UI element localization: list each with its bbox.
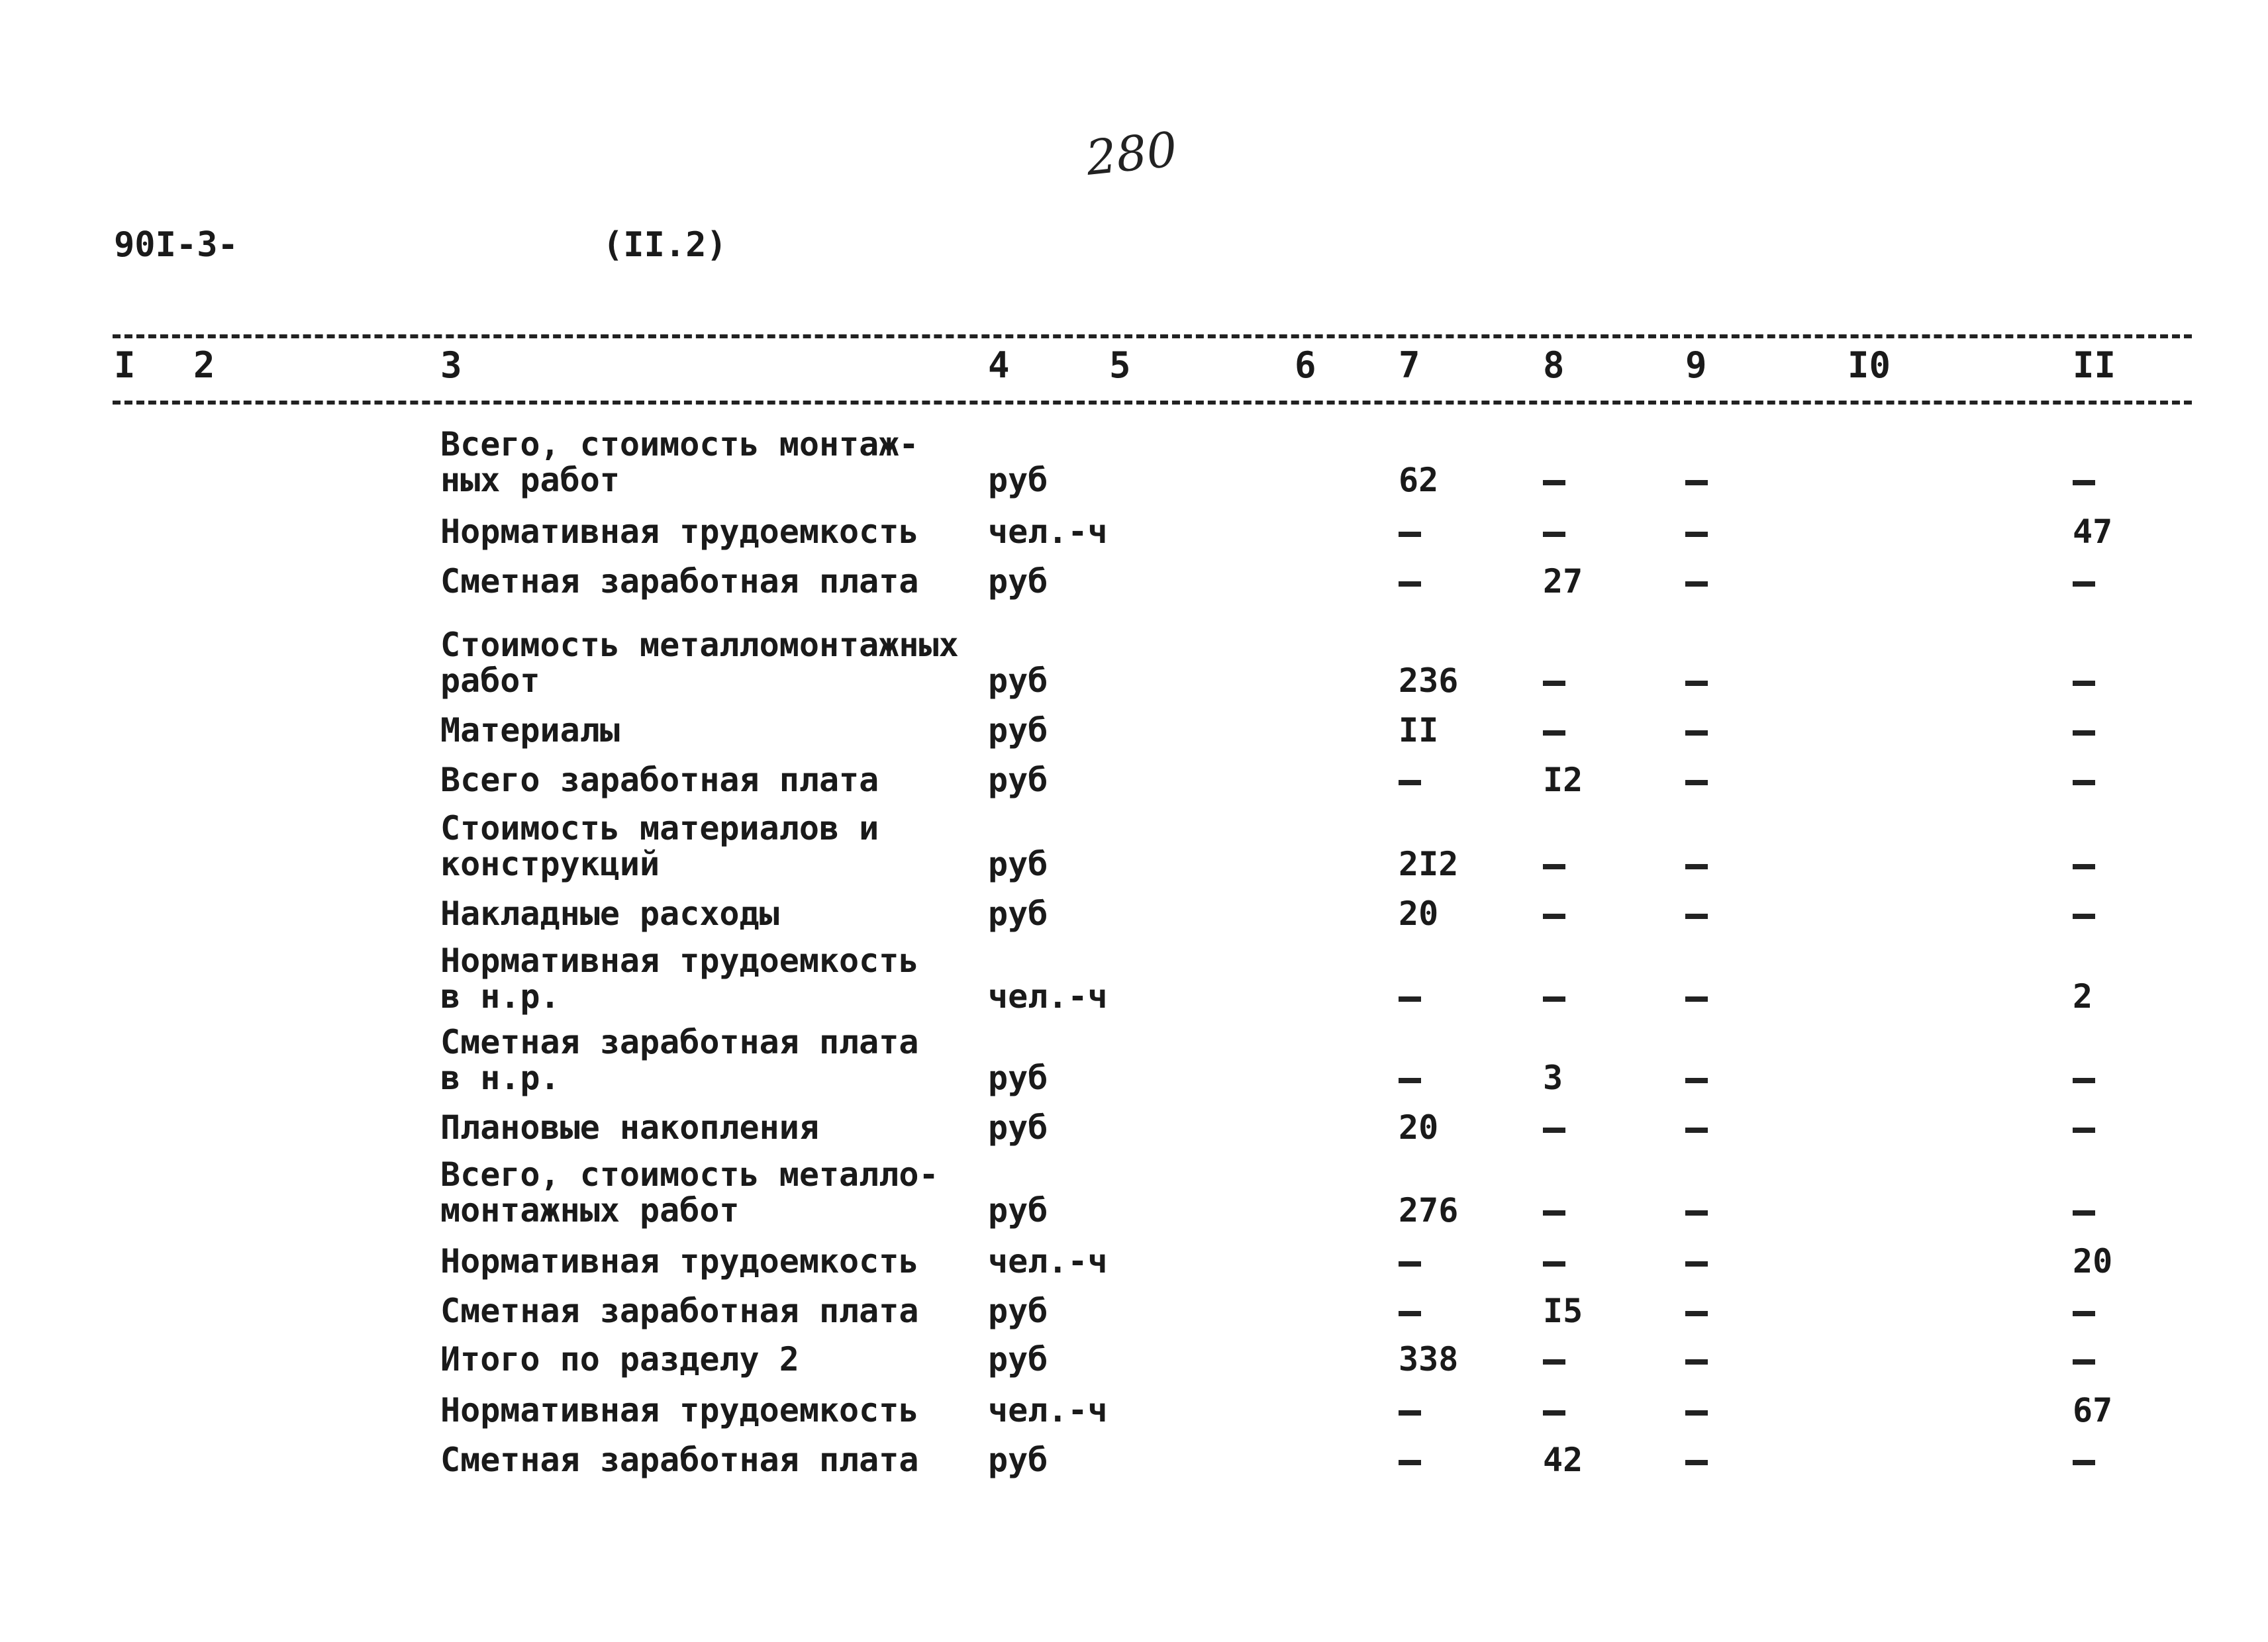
cell-col-7 — [1399, 1060, 1421, 1096]
cell-col-9 — [1685, 663, 1708, 699]
row-unit: руб — [988, 761, 1048, 799]
cell-col-11 — [2073, 1060, 2095, 1096]
dash-mark — [1543, 681, 1565, 686]
row-description: Материалы — [440, 711, 620, 749]
cell-col-7: 20 — [1399, 1108, 1439, 1147]
dash-mark — [1399, 1460, 1421, 1465]
table-row — [0, 1023, 2268, 1097]
cell-col-7: 62 — [1399, 461, 1439, 499]
column-header-10: I0 — [1848, 344, 1891, 386]
dash-mark — [1399, 780, 1421, 785]
table-row — [0, 896, 2268, 932]
row-description: Нормативная трудоемкость — [440, 1391, 919, 1429]
dash-mark — [1685, 1359, 1708, 1365]
cell-col-11: 67 — [2073, 1391, 2113, 1429]
dash-mark — [2073, 1311, 2095, 1316]
dash-mark — [1399, 581, 1421, 587]
row-unit: руб — [988, 711, 1048, 749]
table-top-rule — [113, 334, 2192, 338]
dash-mark — [2073, 780, 2095, 785]
column-header-6: 6 — [1295, 344, 1316, 386]
dash-mark — [1543, 1210, 1565, 1216]
dash-mark — [1543, 914, 1565, 919]
cell-col-11 — [2073, 846, 2095, 882]
dash-mark — [1685, 1078, 1708, 1083]
cell-col-7 — [1399, 563, 1421, 599]
dash-mark — [1399, 532, 1421, 537]
dash-mark — [1685, 1210, 1708, 1216]
dash-mark — [2073, 730, 2095, 736]
cell-col-9 — [1685, 1341, 1708, 1377]
row-unit: руб — [988, 661, 1048, 700]
row-unit: руб — [988, 1059, 1048, 1097]
dash-mark — [1543, 730, 1565, 736]
cell-col-8: 3 — [1543, 1059, 1563, 1097]
row-unit: руб — [988, 1441, 1048, 1479]
cell-col-8: 42 — [1543, 1441, 1583, 1479]
dash-mark — [1543, 1261, 1565, 1267]
dash-mark — [1685, 730, 1708, 736]
dash-mark — [1543, 996, 1565, 1002]
table-row — [0, 1392, 2268, 1428]
row-unit: чел.-ч — [988, 977, 1108, 1016]
dash-mark — [1685, 1410, 1708, 1416]
table-row — [0, 1155, 2268, 1230]
row-description: Сметная заработная плата — [440, 1441, 919, 1479]
cell-col-8 — [1543, 462, 1565, 498]
row-description: Сметная заработная плата — [440, 562, 919, 601]
row-description: Всего заработная плата — [440, 761, 879, 799]
dash-mark — [2073, 1078, 2095, 1083]
dash-mark — [2073, 480, 2095, 485]
cell-col-11 — [2073, 1293, 2095, 1329]
dash-mark — [2073, 581, 2095, 587]
dash-mark — [1685, 1460, 1708, 1465]
cell-col-11 — [2073, 1192, 2095, 1228]
table-row — [0, 809, 2268, 883]
cell-col-11 — [2073, 462, 2095, 498]
cell-col-9 — [1685, 712, 1708, 748]
cell-col-7: 276 — [1399, 1191, 1459, 1230]
cell-col-7: 338 — [1399, 1340, 1459, 1378]
dash-mark — [1685, 780, 1708, 785]
table-row — [0, 712, 2268, 748]
cell-col-9 — [1685, 1243, 1708, 1279]
dash-mark — [1685, 996, 1708, 1002]
dash-mark — [1685, 480, 1708, 485]
cell-col-11: 47 — [2073, 512, 2113, 551]
table-header-rule — [113, 401, 2192, 405]
dash-mark — [2073, 1359, 2095, 1365]
cell-col-11 — [2073, 712, 2095, 748]
cell-col-11 — [2073, 563, 2095, 599]
table-row — [0, 1110, 2268, 1145]
cell-col-9 — [1685, 1392, 1708, 1428]
row-unit: руб — [988, 461, 1048, 499]
row-unit: чел.-ч — [988, 1391, 1108, 1429]
dash-mark — [1685, 532, 1708, 537]
dash-mark — [2073, 681, 2095, 686]
dash-mark — [1543, 480, 1565, 485]
cell-col-11 — [2073, 1442, 2095, 1478]
cell-col-8 — [1543, 979, 1565, 1014]
dash-mark — [1543, 1128, 1565, 1133]
dash-mark — [2073, 1460, 2095, 1465]
cell-col-8: I2 — [1543, 761, 1583, 799]
cell-col-7: 20 — [1399, 894, 1439, 933]
column-header-11: II — [2073, 344, 2116, 386]
table-row — [0, 563, 2268, 599]
cell-col-8 — [1543, 1392, 1565, 1428]
dash-mark — [1399, 1261, 1421, 1267]
cell-col-8 — [1543, 514, 1565, 550]
cell-col-7: 236 — [1399, 661, 1459, 700]
dash-mark — [1543, 864, 1565, 869]
row-description: Плановые накопления — [440, 1108, 819, 1147]
row-unit: руб — [988, 562, 1048, 601]
row-unit: руб — [988, 1292, 1048, 1330]
row-description: Всего, стоимость монтаж- ных работ — [440, 425, 919, 499]
cell-col-11 — [2073, 663, 2095, 699]
cell-col-9 — [1685, 1293, 1708, 1329]
cell-col-11 — [2073, 1341, 2095, 1377]
dash-mark — [1685, 1311, 1708, 1316]
cell-col-8 — [1543, 1110, 1565, 1145]
row-unit: руб — [988, 845, 1048, 883]
cell-col-9 — [1685, 514, 1708, 550]
cell-col-9 — [1685, 1060, 1708, 1096]
cell-col-8: 27 — [1543, 562, 1583, 601]
cell-col-8 — [1543, 712, 1565, 748]
dash-mark — [1543, 532, 1565, 537]
row-description: Нормативная трудоемкость в н.р. — [440, 942, 919, 1016]
table-row — [0, 762, 2268, 798]
table-row — [0, 942, 2268, 1016]
row-unit: руб — [988, 1340, 1048, 1378]
row-description: Накладные расходы — [440, 894, 779, 933]
dash-mark — [1685, 864, 1708, 869]
dash-mark — [1685, 1128, 1708, 1133]
handwritten-page-number: 280 — [1083, 121, 1180, 186]
document-code: 90I-3- — [114, 225, 238, 265]
row-unit: руб — [988, 894, 1048, 933]
cell-col-9 — [1685, 896, 1708, 932]
cell-col-7 — [1399, 1392, 1421, 1428]
cell-col-9 — [1685, 979, 1708, 1014]
cell-col-7 — [1399, 979, 1421, 1014]
dash-mark — [2073, 1128, 2095, 1133]
row-description: Сметная заработная плата в н.р. — [440, 1023, 919, 1097]
row-description: Нормативная трудоемкость — [440, 512, 919, 551]
row-description: Итого по разделу 2 — [440, 1340, 799, 1378]
cell-col-7 — [1399, 1293, 1421, 1329]
dash-mark — [1685, 581, 1708, 587]
row-unit: руб — [988, 1108, 1048, 1147]
dash-mark — [1399, 996, 1421, 1002]
dash-mark — [1685, 1261, 1708, 1267]
row-description: Всего, стоимость металло- монтажных работ — [440, 1155, 939, 1230]
table-row — [0, 1243, 2268, 1279]
cell-col-11: 20 — [2073, 1242, 2113, 1280]
dash-mark — [1685, 681, 1708, 686]
cell-col-9 — [1685, 563, 1708, 599]
row-description: Сметная заработная плата — [440, 1292, 919, 1330]
cell-col-9 — [1685, 1442, 1708, 1478]
cell-col-9 — [1685, 1192, 1708, 1228]
column-header-2: 2 — [193, 344, 215, 386]
cell-col-9 — [1685, 1110, 1708, 1145]
cell-col-8 — [1543, 663, 1565, 699]
dash-mark — [2073, 1210, 2095, 1216]
cell-col-8 — [1543, 1192, 1565, 1228]
row-unit: руб — [988, 1191, 1048, 1230]
table-row — [0, 626, 2268, 700]
cell-col-9 — [1685, 762, 1708, 798]
row-description: Стоимость металломонтажных работ — [440, 626, 959, 700]
cell-col-11: 2 — [2073, 977, 2093, 1016]
column-header-5: 5 — [1109, 344, 1131, 386]
cell-col-8: I5 — [1543, 1292, 1583, 1330]
cell-col-11 — [2073, 1110, 2095, 1145]
column-header-4: 4 — [988, 344, 1010, 386]
column-header-3: 3 — [440, 344, 462, 386]
table-row — [0, 425, 2268, 499]
cell-col-8 — [1543, 1243, 1565, 1279]
cell-col-8 — [1543, 896, 1565, 932]
row-unit: чел.-ч — [988, 1242, 1108, 1280]
document-reference: (II.2) — [603, 225, 727, 265]
cell-col-9 — [1685, 462, 1708, 498]
cell-col-11 — [2073, 762, 2095, 798]
table-row — [0, 1442, 2268, 1478]
cell-col-11 — [2073, 896, 2095, 932]
cell-col-7 — [1399, 762, 1421, 798]
cell-col-7 — [1399, 514, 1421, 550]
column-header-1: I — [114, 344, 136, 386]
cell-col-8 — [1543, 1341, 1565, 1377]
table-row — [0, 514, 2268, 550]
cell-col-7 — [1399, 1243, 1421, 1279]
dash-mark — [1685, 914, 1708, 919]
cell-col-7 — [1399, 1442, 1421, 1478]
dash-mark — [1543, 1410, 1565, 1416]
column-header-8: 8 — [1543, 344, 1565, 386]
dash-mark — [2073, 864, 2095, 869]
row-description: Нормативная трудоемкость — [440, 1242, 919, 1280]
table-row — [0, 1293, 2268, 1329]
dash-mark — [2073, 914, 2095, 919]
dash-mark — [1399, 1311, 1421, 1316]
column-header-7: 7 — [1399, 344, 1420, 386]
column-header-9: 9 — [1685, 344, 1707, 386]
cell-col-9 — [1685, 846, 1708, 882]
cell-col-8 — [1543, 846, 1565, 882]
table-row — [0, 1341, 2268, 1377]
row-unit: чел.-ч — [988, 512, 1108, 551]
dash-mark — [1399, 1078, 1421, 1083]
cell-col-7: 2I2 — [1399, 845, 1459, 883]
dash-mark — [1399, 1410, 1421, 1416]
dash-mark — [1543, 1359, 1565, 1365]
cell-col-7: II — [1399, 711, 1439, 749]
row-description: Стоимость материалов и конструкций — [440, 809, 879, 883]
